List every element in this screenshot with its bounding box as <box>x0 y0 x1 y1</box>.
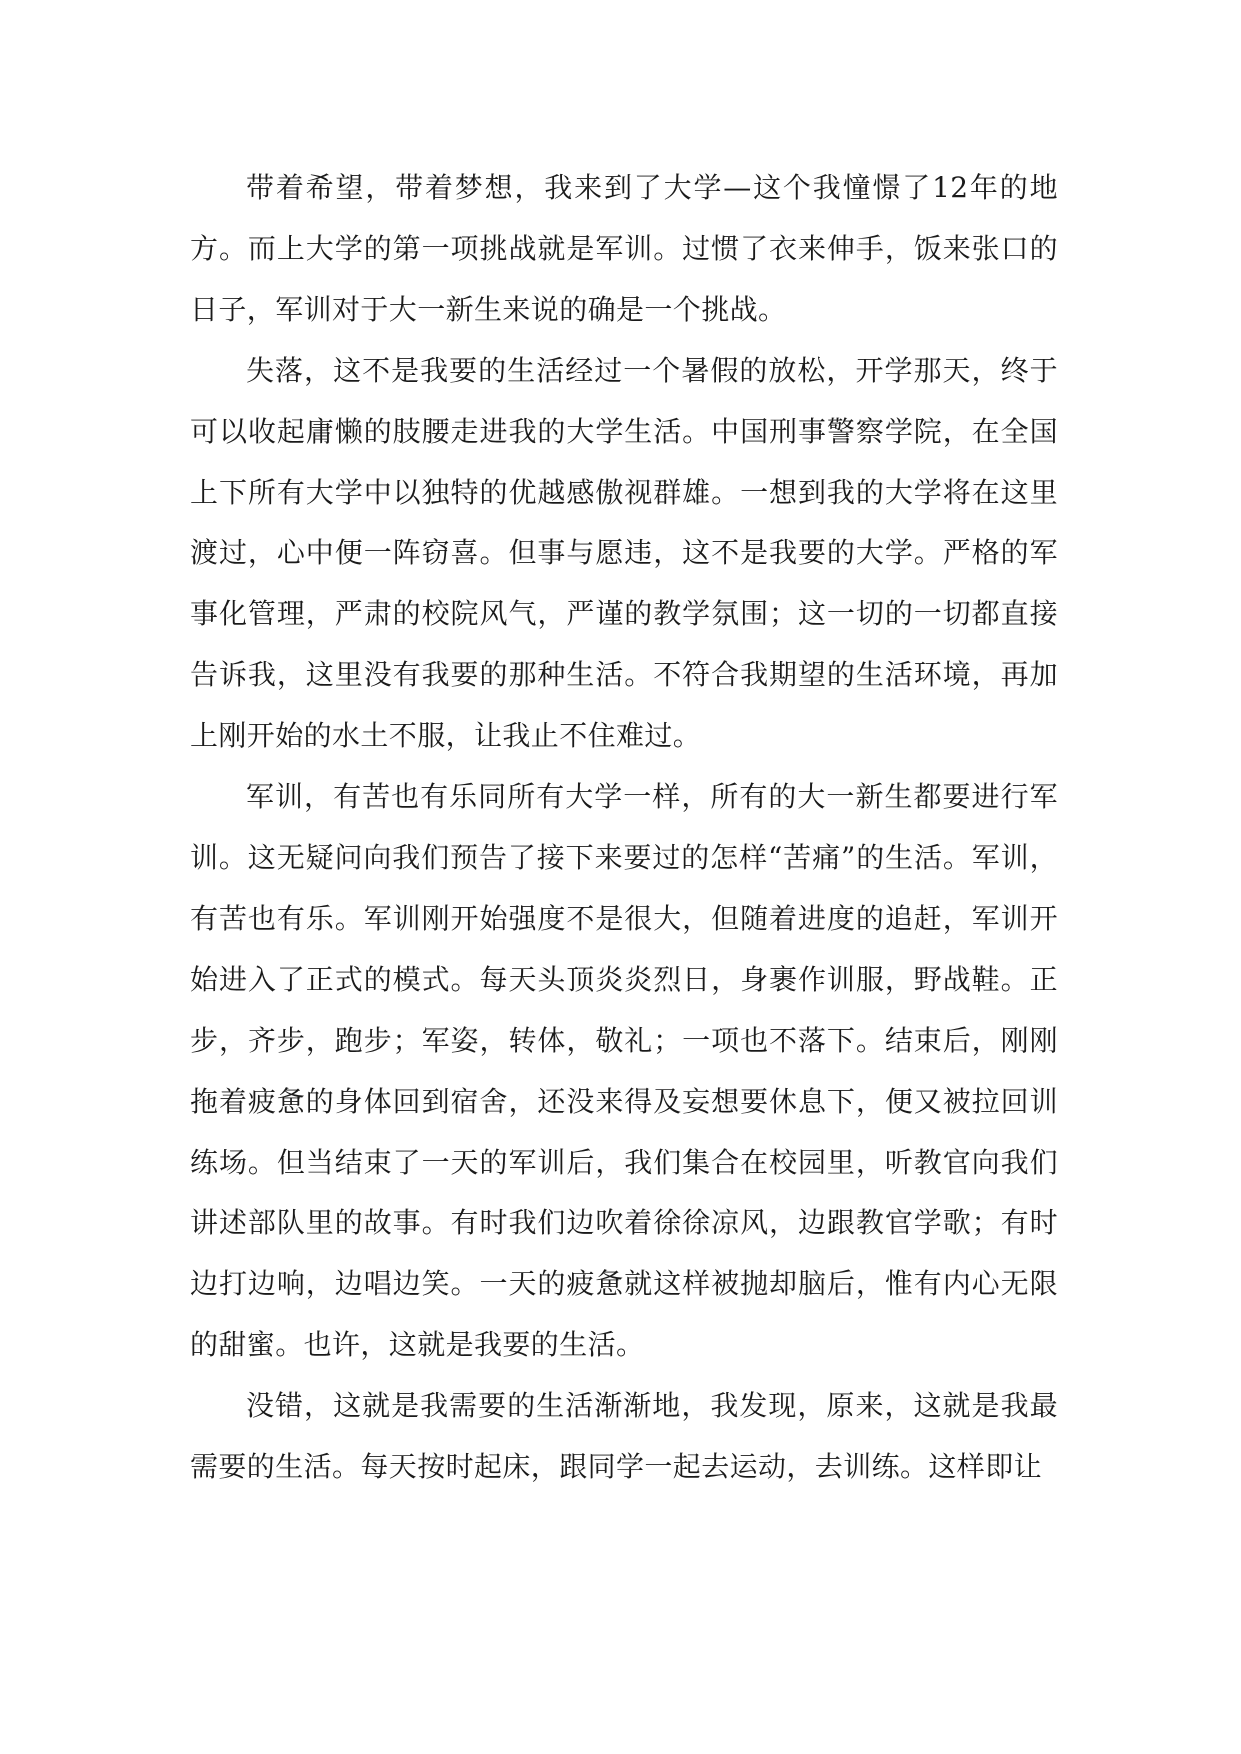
paragraph-3: 军训，有苦也有乐同所有大学一样，所有的大一新生都要进行军训。这无疑问向我们预告了接下来要过的怎样“苦痛”的生活。军训，有苦也有乐。军训刚开始强度不是很大，但随着进度的追赶，军训开始进入了正式的模式。每天头顶炎炎烈日，身裹作训服，野战鞋。正步，齐步，跑步；军姿，转体，敬礼；一项也不落下。结束后，刚刚拖着疲惫的身体回到宿舍，还没来得及妄想要休息下，便又被拉回训练场。但当结束了一天的军训后，我们集合在校园里，听教官向我们讲述部队里的故事。有时我们边吹着徐徐凉风，边跟教官学歌；有时边打边响，边唱边笑。一天的疲惫就这样被抛却脑后，惟有内心无限的甜蜜。也许，这就是我要的生活。 <box>190 780 1058 1362</box>
paragraph-4: 没错，这就是我需要的生活渐渐地，我发现，原来，这就是我最需要的生活。每天按时起床，跟同学一起去运动，去训练。这样即让 <box>190 1389 1058 1484</box>
paragraph-2: 失落，这不是我要的生活经过一个暑假的放松，开学那天，终于可以收起庸懒的肢腰走进我的大学生活。中国刑事警察学院，在全国上下所有大学中以独特的优越感傲视群雄。一想到我的大学将在这里渡过，心中便一阵窃喜。但事与愿违，这不是我要的大学。严格的军事化管理，严肃的校院风气，严谨的教学氛围；这一切的一切都直接告诉我，这里没有我要的那种生活。不符合我期望的生活环境，再加上刚开始的水土不服，让我止不住难过。 <box>190 353 1058 753</box>
paragraph-1: 带着希望，带着梦想，我来到了大学—这个我憧憬了12年的地方。而上大学的第一项挑战就是军训。过惯了衣来伸手，饭来张口的日子，军训对于大一新生来说的确是一个挑战。 <box>190 171 1058 326</box>
document-body <box>190 158 1058 1498</box>
